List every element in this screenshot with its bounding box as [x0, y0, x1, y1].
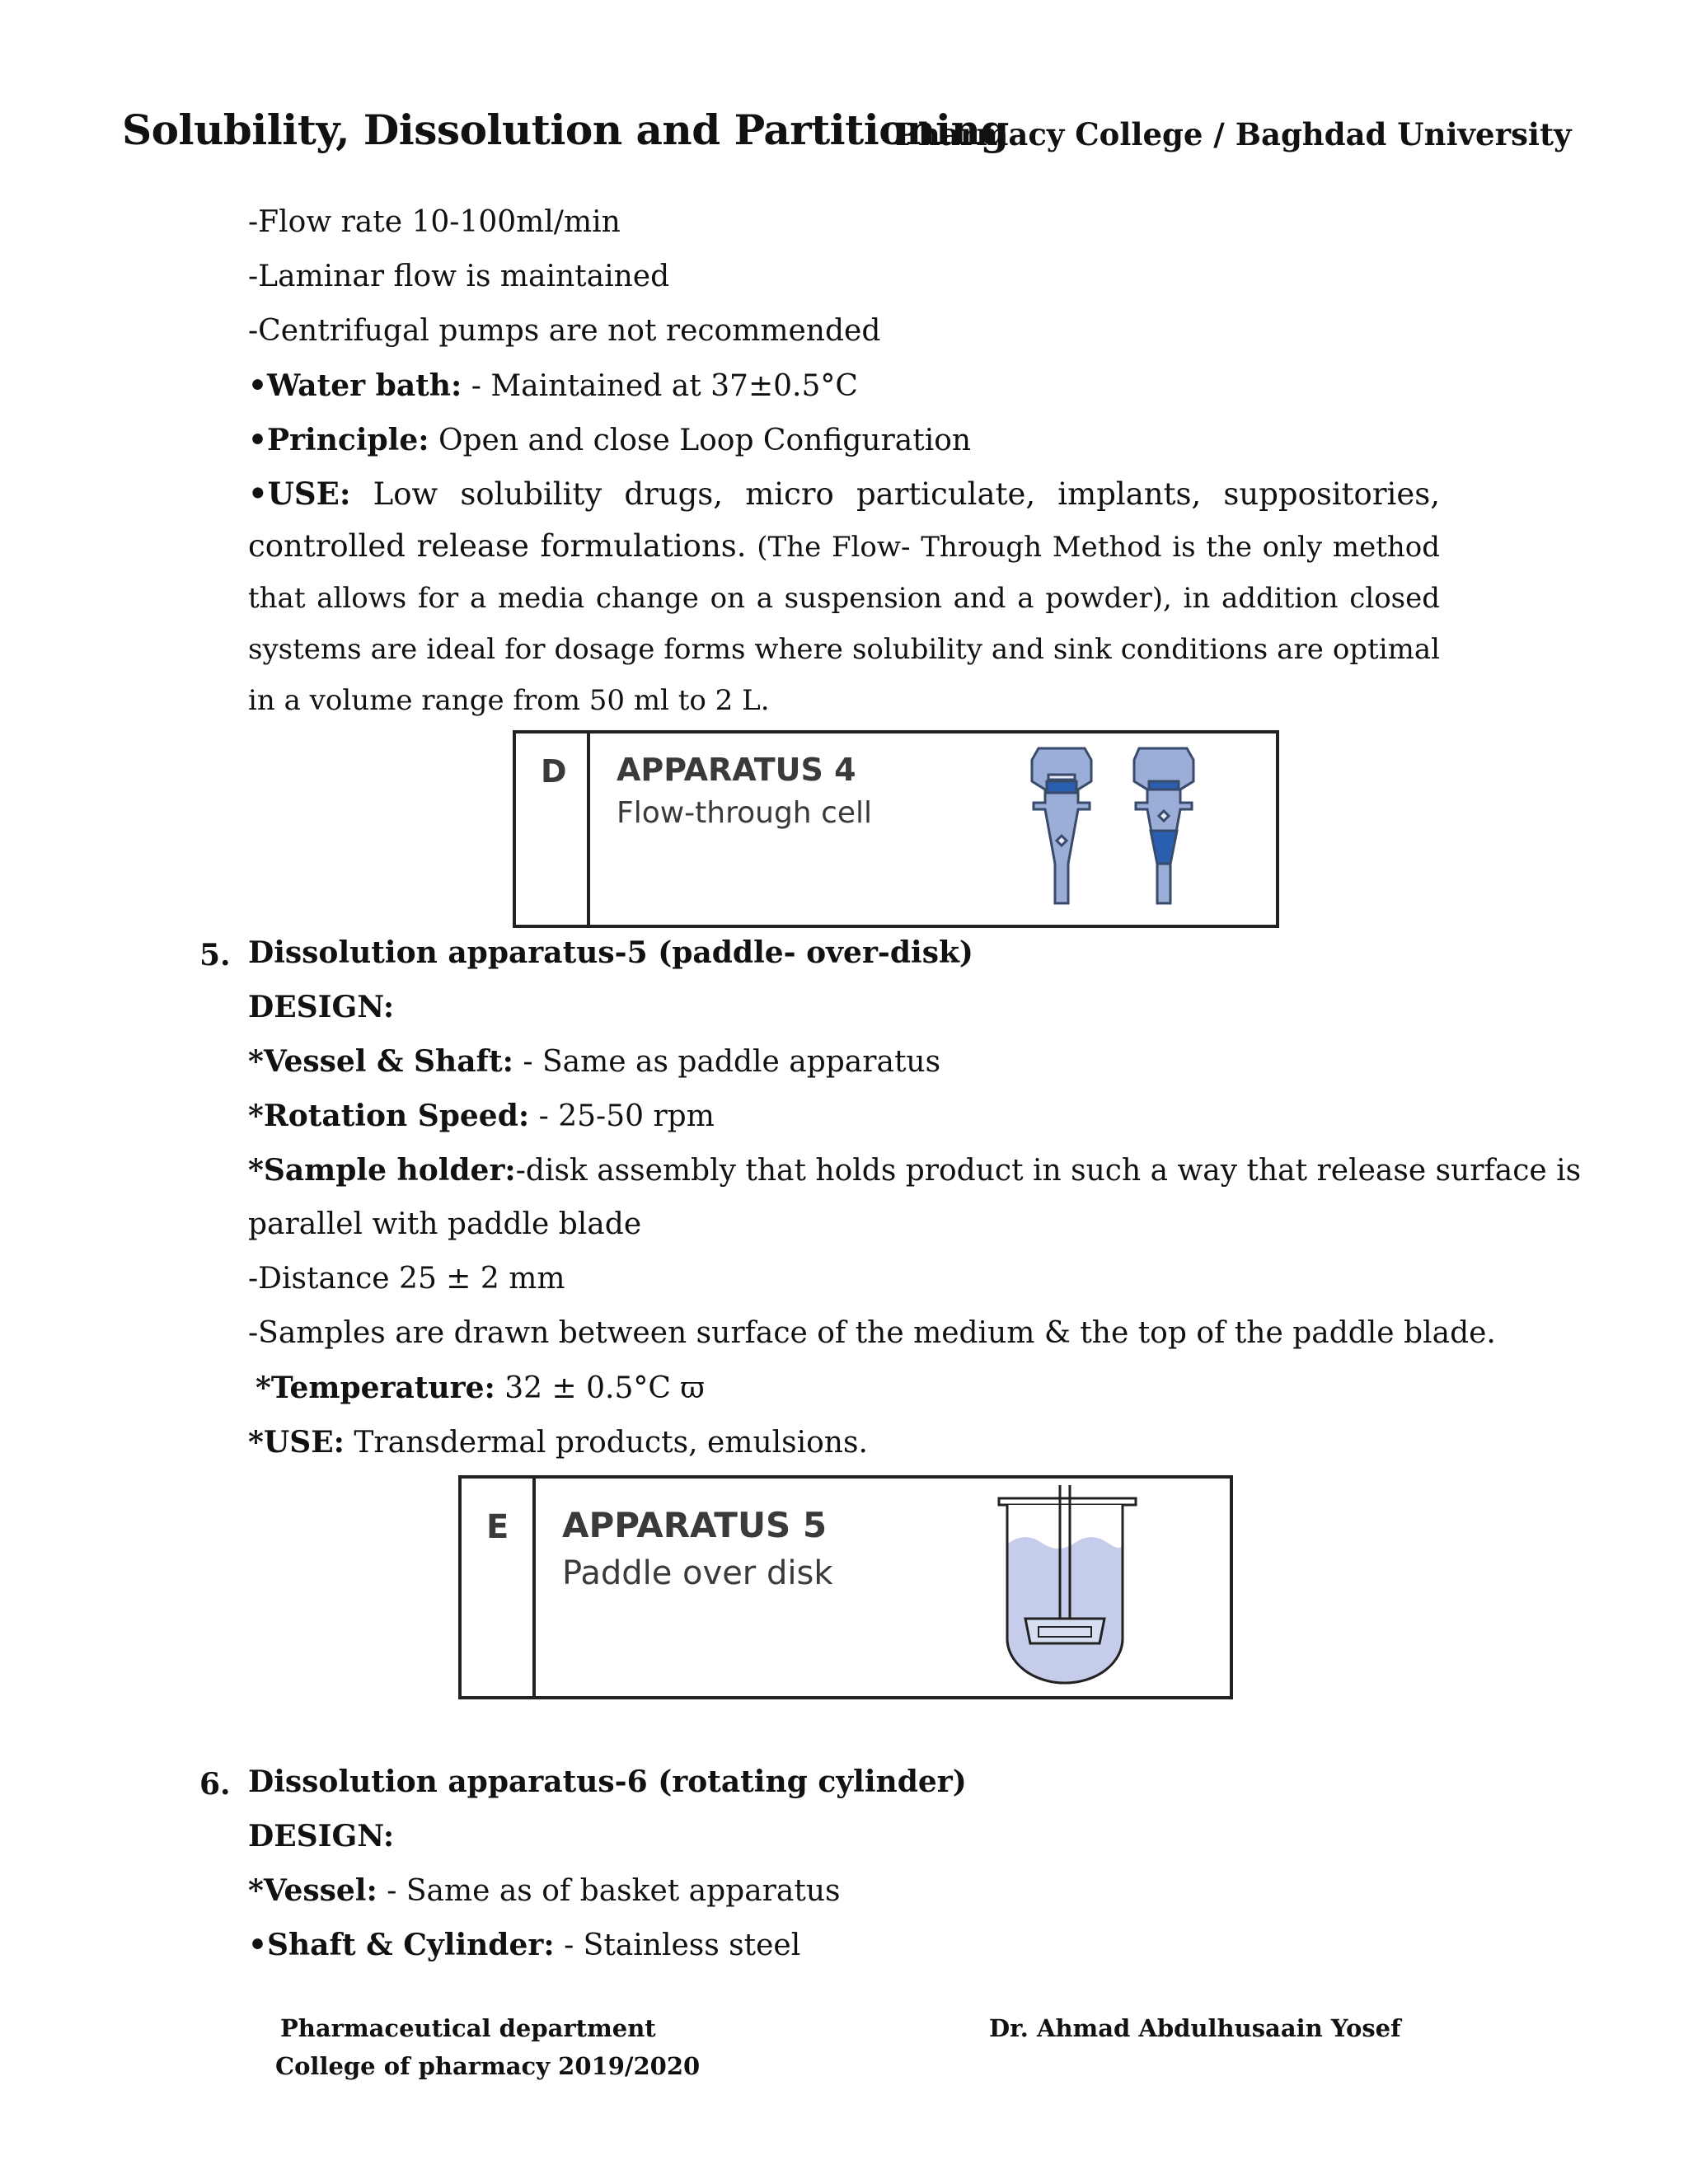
temperature-line [256, 1373, 705, 1404]
figure-title: APPARATUS 5 [562, 1505, 828, 1545]
section-6-vessel-label: *Vessel: [248, 1873, 377, 1908]
section-6-vessel-text: - Same as of basket apparatus [377, 1874, 841, 1908]
section-5-design-label [248, 992, 394, 1023]
figure-title: APPARATUS 4 [617, 752, 856, 788]
sample-holder-label: *Sample holder: [248, 1153, 516, 1188]
figure-letter: E [486, 1508, 509, 1546]
paddle-over-disk-icon [997, 1482, 1154, 1690]
footer-college: College of pharmacy 2019/2020 [275, 2052, 701, 2080]
rotation-speed-label: *Rotation Speed: [248, 1099, 530, 1133]
footer-department: Pharmaceutical department [280, 2014, 656, 2042]
section-5-number: 5. [199, 938, 231, 972]
institution-label: Pharmacy College / Baghdad University [895, 116, 1572, 152]
design-label-text: DESIGN: [248, 990, 395, 1024]
use-text: Low solubility drugs, micro particulate, implants, suppositories, controlled release formulations. [248, 476, 1440, 564]
sample-holder-text: -disk assembly that holds product in such a way that release surface is [515, 1154, 1582, 1188]
figure-subtitle: Paddle over disk [562, 1554, 833, 1592]
footer-author: Dr. Ahmad Abdulhusaain Yosef [989, 2014, 1401, 2042]
vessel-shaft-line [248, 1044, 941, 1079]
vessel-shaft-text: - Same as paddle apparatus [513, 1045, 941, 1079]
section-5-use-text: Transdermal products, emulsions. [344, 1426, 868, 1460]
laminar-flow-line: -Laminar flow is maintained [248, 260, 670, 293]
section-5-heading [248, 935, 973, 970]
section-6-design-label [248, 1821, 394, 1852]
figure-subtitle: Flow-through cell [617, 796, 873, 830]
figure-divider [532, 1479, 536, 1696]
water-bath-line [248, 368, 858, 403]
figure-divider [587, 733, 590, 925]
flow-rate-line: -Flow rate 10-100ml/min [248, 205, 621, 239]
rotation-speed-text: - 25-50 rpm [529, 1099, 715, 1133]
section-5-heading-text: Dissolution apparatus-5 (paddle- over-disk) [248, 935, 973, 970]
section-5-use-label: *USE: [248, 1425, 345, 1460]
section-6-heading-text: Dissolution apparatus-6 (rotating cylinder) [248, 1765, 967, 1799]
section-6-vessel-line [248, 1873, 841, 1908]
pumps-line: -Centrifugal pumps are not recommended [248, 314, 881, 348]
shaft-cylinder-line [248, 1930, 800, 1961]
flow-through-cell-icon [1027, 740, 1208, 916]
section-6-heading [248, 1767, 967, 1797]
samples-drawn-line: -Samples are drawn between surface of the medium & the top of the paddle blade. [248, 1316, 1496, 1350]
page-title: Solubility, Dissolution and Partitioning [122, 105, 1009, 154]
temperature-text: 32 ± 0.5°C ϖ [495, 1371, 705, 1405]
principle-line [248, 425, 971, 456]
section-6-design-text: DESIGN: [248, 1819, 395, 1854]
rotation-speed-line [248, 1101, 715, 1132]
figure-apparatus-4 [513, 730, 1279, 928]
principle-text: Open and close Loop Configuration [429, 424, 972, 457]
sample-holder-line-2: parallel with paddle blade [248, 1207, 642, 1241]
shaft-cylinder-label: •Shaft & Cylinder: [248, 1928, 555, 1962]
temperature-label: *Temperature: [256, 1371, 495, 1405]
water-bath-text: - Maintained at 37±0.5°C [462, 369, 858, 403]
principle-label: •Principle: [248, 423, 429, 457]
vessel-shaft-label: *Vessel & Shaft: [248, 1044, 513, 1079]
section-6-number: 6. [199, 1767, 231, 1802]
figure-apparatus-5 [458, 1475, 1233, 1699]
use-label: •USE: [248, 476, 351, 512]
section-5-use-line [248, 1427, 868, 1458]
shaft-cylinder-text: - Stainless steel [554, 1929, 801, 1962]
sample-holder-line [248, 1155, 1581, 1186]
use-paragraph [248, 468, 1440, 726]
water-bath-label: •Water bath: [248, 368, 462, 403]
distance-line: -Distance 25 ± 2 mm [248, 1262, 565, 1296]
use-detail: (The Flow- Through Method is the only method that allows for a media change on a suspension and a powder), in addition closed systems are ideal for dosage forms where solubility and sink conditions are optimal in a volume range from 50 ml to 2 L. [248, 531, 1440, 717]
figure-letter: D [541, 753, 567, 790]
